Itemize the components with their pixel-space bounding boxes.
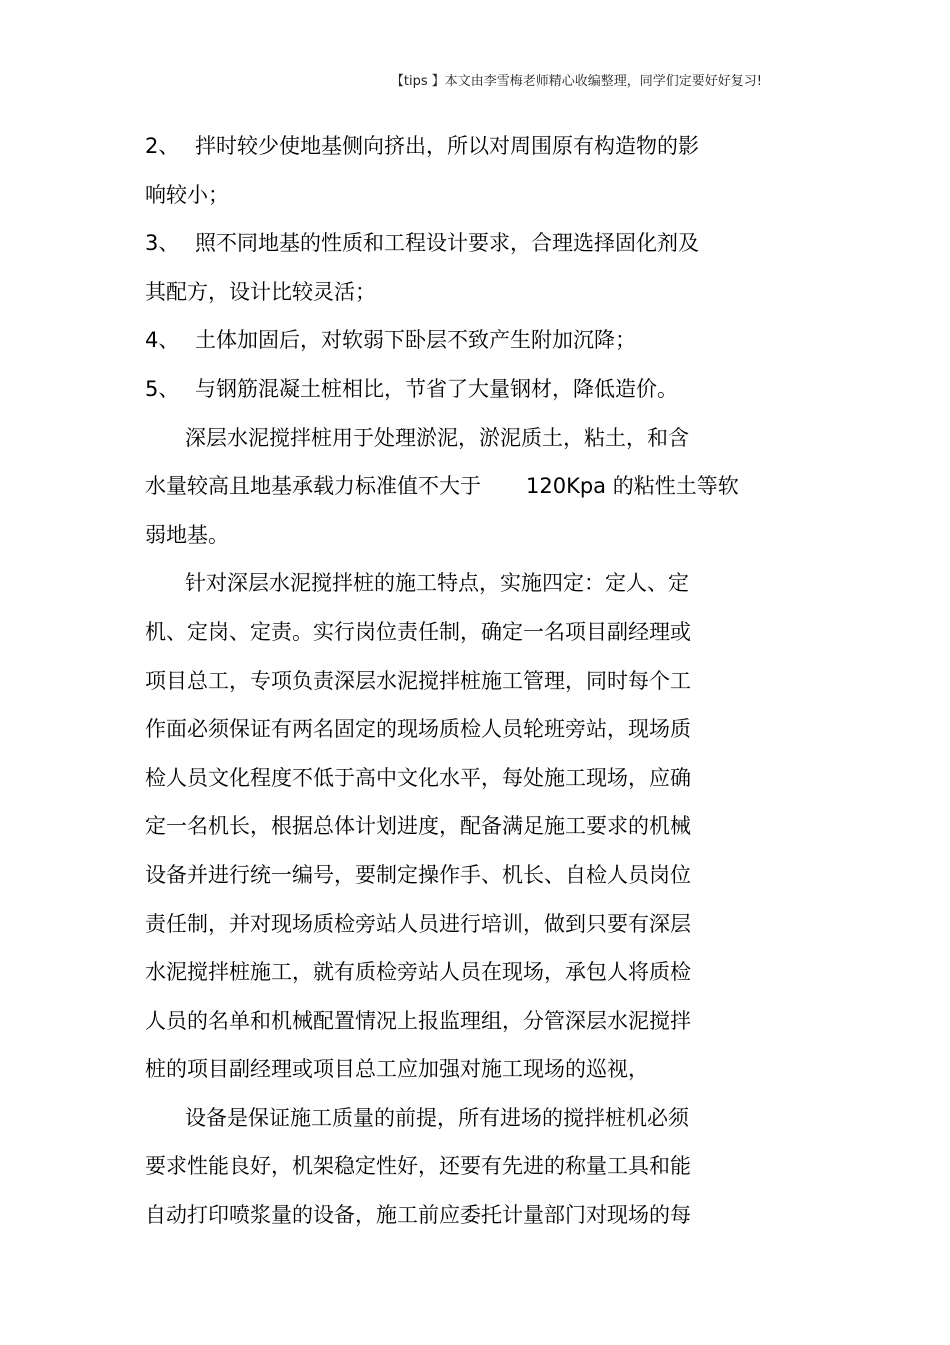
paragraph-text: 水量较高且地基承载力标准值不大于 [145, 474, 481, 499]
list-item-2 [145, 122, 785, 171]
list-item-5 [145, 365, 785, 414]
document-body [145, 122, 785, 1240]
list-text: 拌时较少使地基侧向挤出，所以对周围原有构造物的影 [195, 134, 699, 158]
list-number: 5、 [145, 376, 180, 401]
paragraph-3-line: 要求性能良好，机架稳定性好，还要有先进的称量工具和能 [145, 1154, 691, 1179]
paragraph-2-line: 设备并进行统一编号，要制定操作手、机长、自检人员岗位 [145, 862, 691, 887]
paragraph-1-line: 弱地基。 [145, 522, 229, 547]
paragraph-2-line: 机、定岗、定责。实行岗位责任制，确定一名项目副经理或 [145, 619, 691, 644]
paragraph-text: 120Kpa 的粘性土等软 [526, 474, 739, 499]
paragraph-3-line: 设备是保证施工质量的前提，所有进场的搅拌桩机必须 [185, 1105, 689, 1130]
list-number: 3、 [145, 231, 180, 256]
list-number: 2、 [145, 134, 180, 158]
list-item-2-continued: 响较小； [145, 182, 229, 207]
list-number: 4、 [145, 328, 180, 353]
paragraph-1-line [145, 462, 785, 511]
paragraph-2-line: 桩的项目副经理或项目总工应加强对施工现场的巡视， [145, 1057, 649, 1082]
paragraph-2-line: 责任制，并对现场质检旁站人员进行培训，做到只要有深层 [145, 911, 691, 936]
page-header-note: 【tips 】本文由李雪梅老师精心收编整理，同学们定要好好复习! [390, 74, 762, 89]
list-text: 照不同地基的性质和工程设计要求，合理选择固化剂及 [195, 231, 699, 256]
list-text: 土体加固后，对软弱下卧层不致产生附加沉降； [195, 328, 636, 353]
paragraph-2-line: 人员的名单和机械配置情况上报监理组，分管深层水泥搅拌 [145, 1008, 691, 1033]
paragraph-2-line: 项目总工，专项负责深层水泥搅拌桩施工管理，同时每个工 [145, 668, 691, 693]
paragraph-2-line: 针对深层水泥搅拌桩的施工特点，实施四定：定人、定 [185, 571, 689, 596]
paragraph-2-line: 定一名机长，根据总体计划进度，配备满足施工要求的机械 [145, 814, 691, 839]
list-item-3-continued: 其配方，设计比较灵活； [145, 279, 376, 304]
paragraph-2-line: 作面必须保证有两名固定的现场质检人员轮班旁站，现场质 [145, 717, 691, 742]
list-item-3 [145, 219, 785, 268]
paragraph-2-line: 检人员文化程度不低于高中文化水平，每处施工现场，应确 [145, 765, 691, 790]
list-text: 与钢筋混凝土桩相比，节省了大量钢材，降低造价。 [195, 376, 678, 401]
paragraph-1-line: 深层水泥搅拌桩用于处理淤泥，淤泥质土，粘土，和含 [185, 425, 689, 450]
paragraph-3-line: 自动打印喷浆量的设备，施工前应委托计量部门对现场的每 [145, 1203, 691, 1228]
list-item-4 [145, 316, 785, 365]
paragraph-2-line: 水泥搅拌桩施工，就有质检旁站人员在现场，承包人将质检 [145, 960, 691, 985]
